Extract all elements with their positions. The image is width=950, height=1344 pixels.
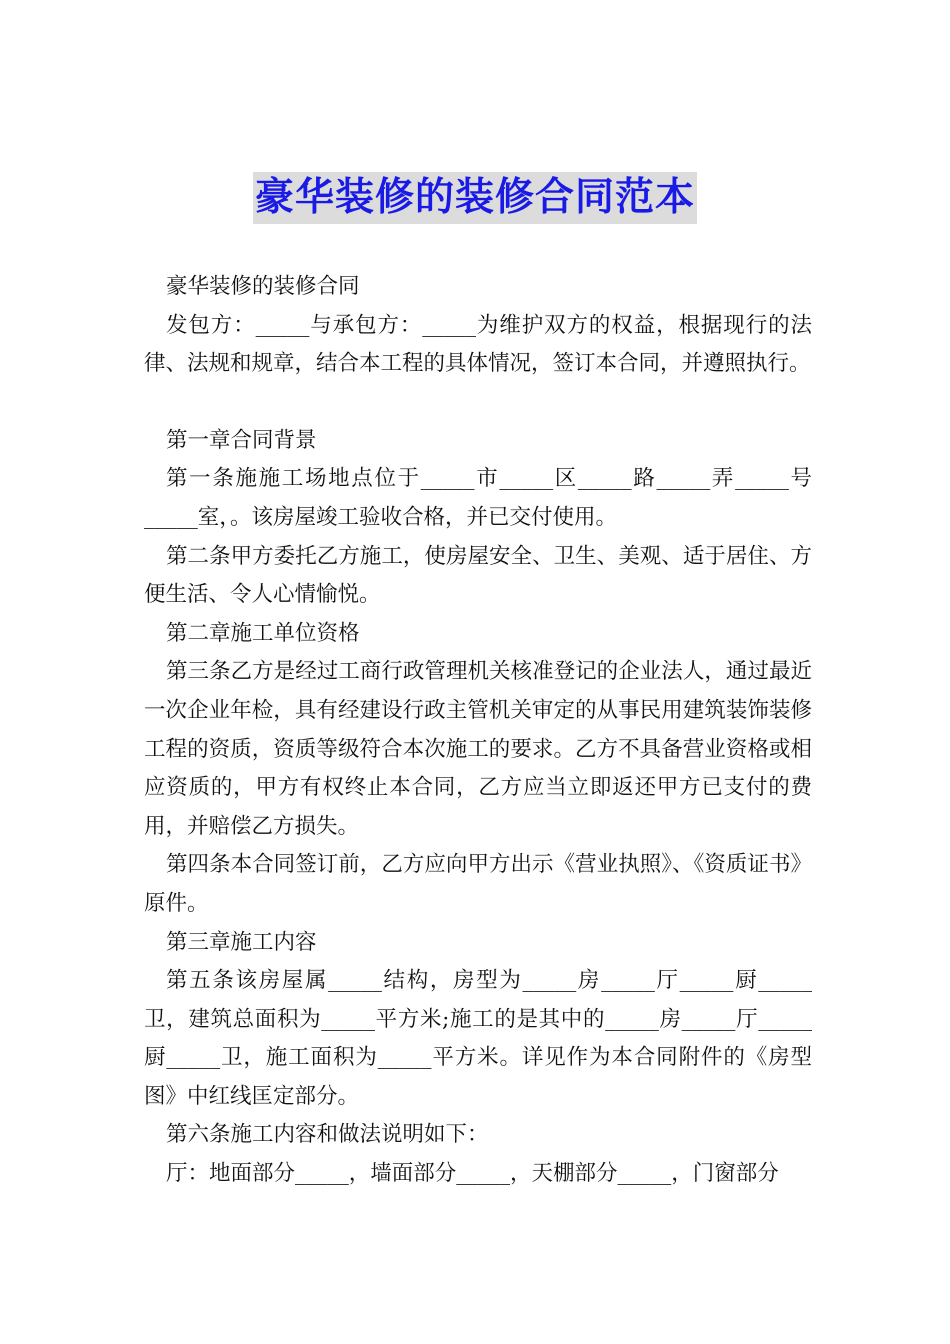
article-2: 第二条甲方委托乙方施工，使房屋安全、卫生、美观、适于居住、方便生活、令人心情愉悦。	[144, 543, 812, 608]
article-3: 第三条乙方是经过工商行政管理机关核准登记的企业法人，通过最近一次企业年检，具有经建设行政主管机关审定的从事民用建筑装饰装修工程的资质，资质等级符合本次施工的要求。乙方不具备营业资格或相应资质的，甲方有权终止本合同，乙方应当立即返还甲方已支付的费用，并赔偿乙方损失。	[144, 659, 812, 839]
document-title: 豪华装修的装修合同范本	[253, 172, 697, 224]
chapter-2-heading: 第二章施工单位资格	[166, 620, 360, 646]
hall-work-items: 厅：地面部分_____，墙面部分_____，天棚部分_____，门窗部分	[166, 1161, 779, 1187]
chapter-3-heading: 第三章施工内容	[166, 929, 317, 955]
article-1: 第一条施施工场地点位于_____市_____区_____路_____弄_____号_____室，。该房屋竣工验收合格，并已交付使用。	[144, 466, 812, 530]
document-body	[144, 268, 812, 1194]
chapter-1-heading: 第一章合同背景	[166, 427, 317, 453]
parties-paragraph: 发包方：_____与承包方：_____为维护双方的权益，根据现行的法律、法规和规章，结合本工程的具体情况，签订本合同，并遵照执行。	[144, 312, 812, 377]
article-4: 第四条本合同签订前，乙方应向甲方出示《营业执照》、《资质证书》原件。	[144, 852, 812, 916]
contract-heading: 豪华装修的装修合同	[166, 274, 360, 299]
article-5: 第五条该房屋属_____结构，房型为_____房_____厅_____厨_____卫，建筑总面积为_____平方米;施工的是其中的_____房_____厅_____厨_____卫，施工面积为_____平方米。详见作为本合同附件的《房型图》中红线匡定部分。	[144, 968, 812, 1109]
title-area	[0, 172, 950, 224]
blank-line	[144, 384, 812, 422]
article-6: 第六条施工内容和做法说明如下：	[166, 1122, 489, 1148]
